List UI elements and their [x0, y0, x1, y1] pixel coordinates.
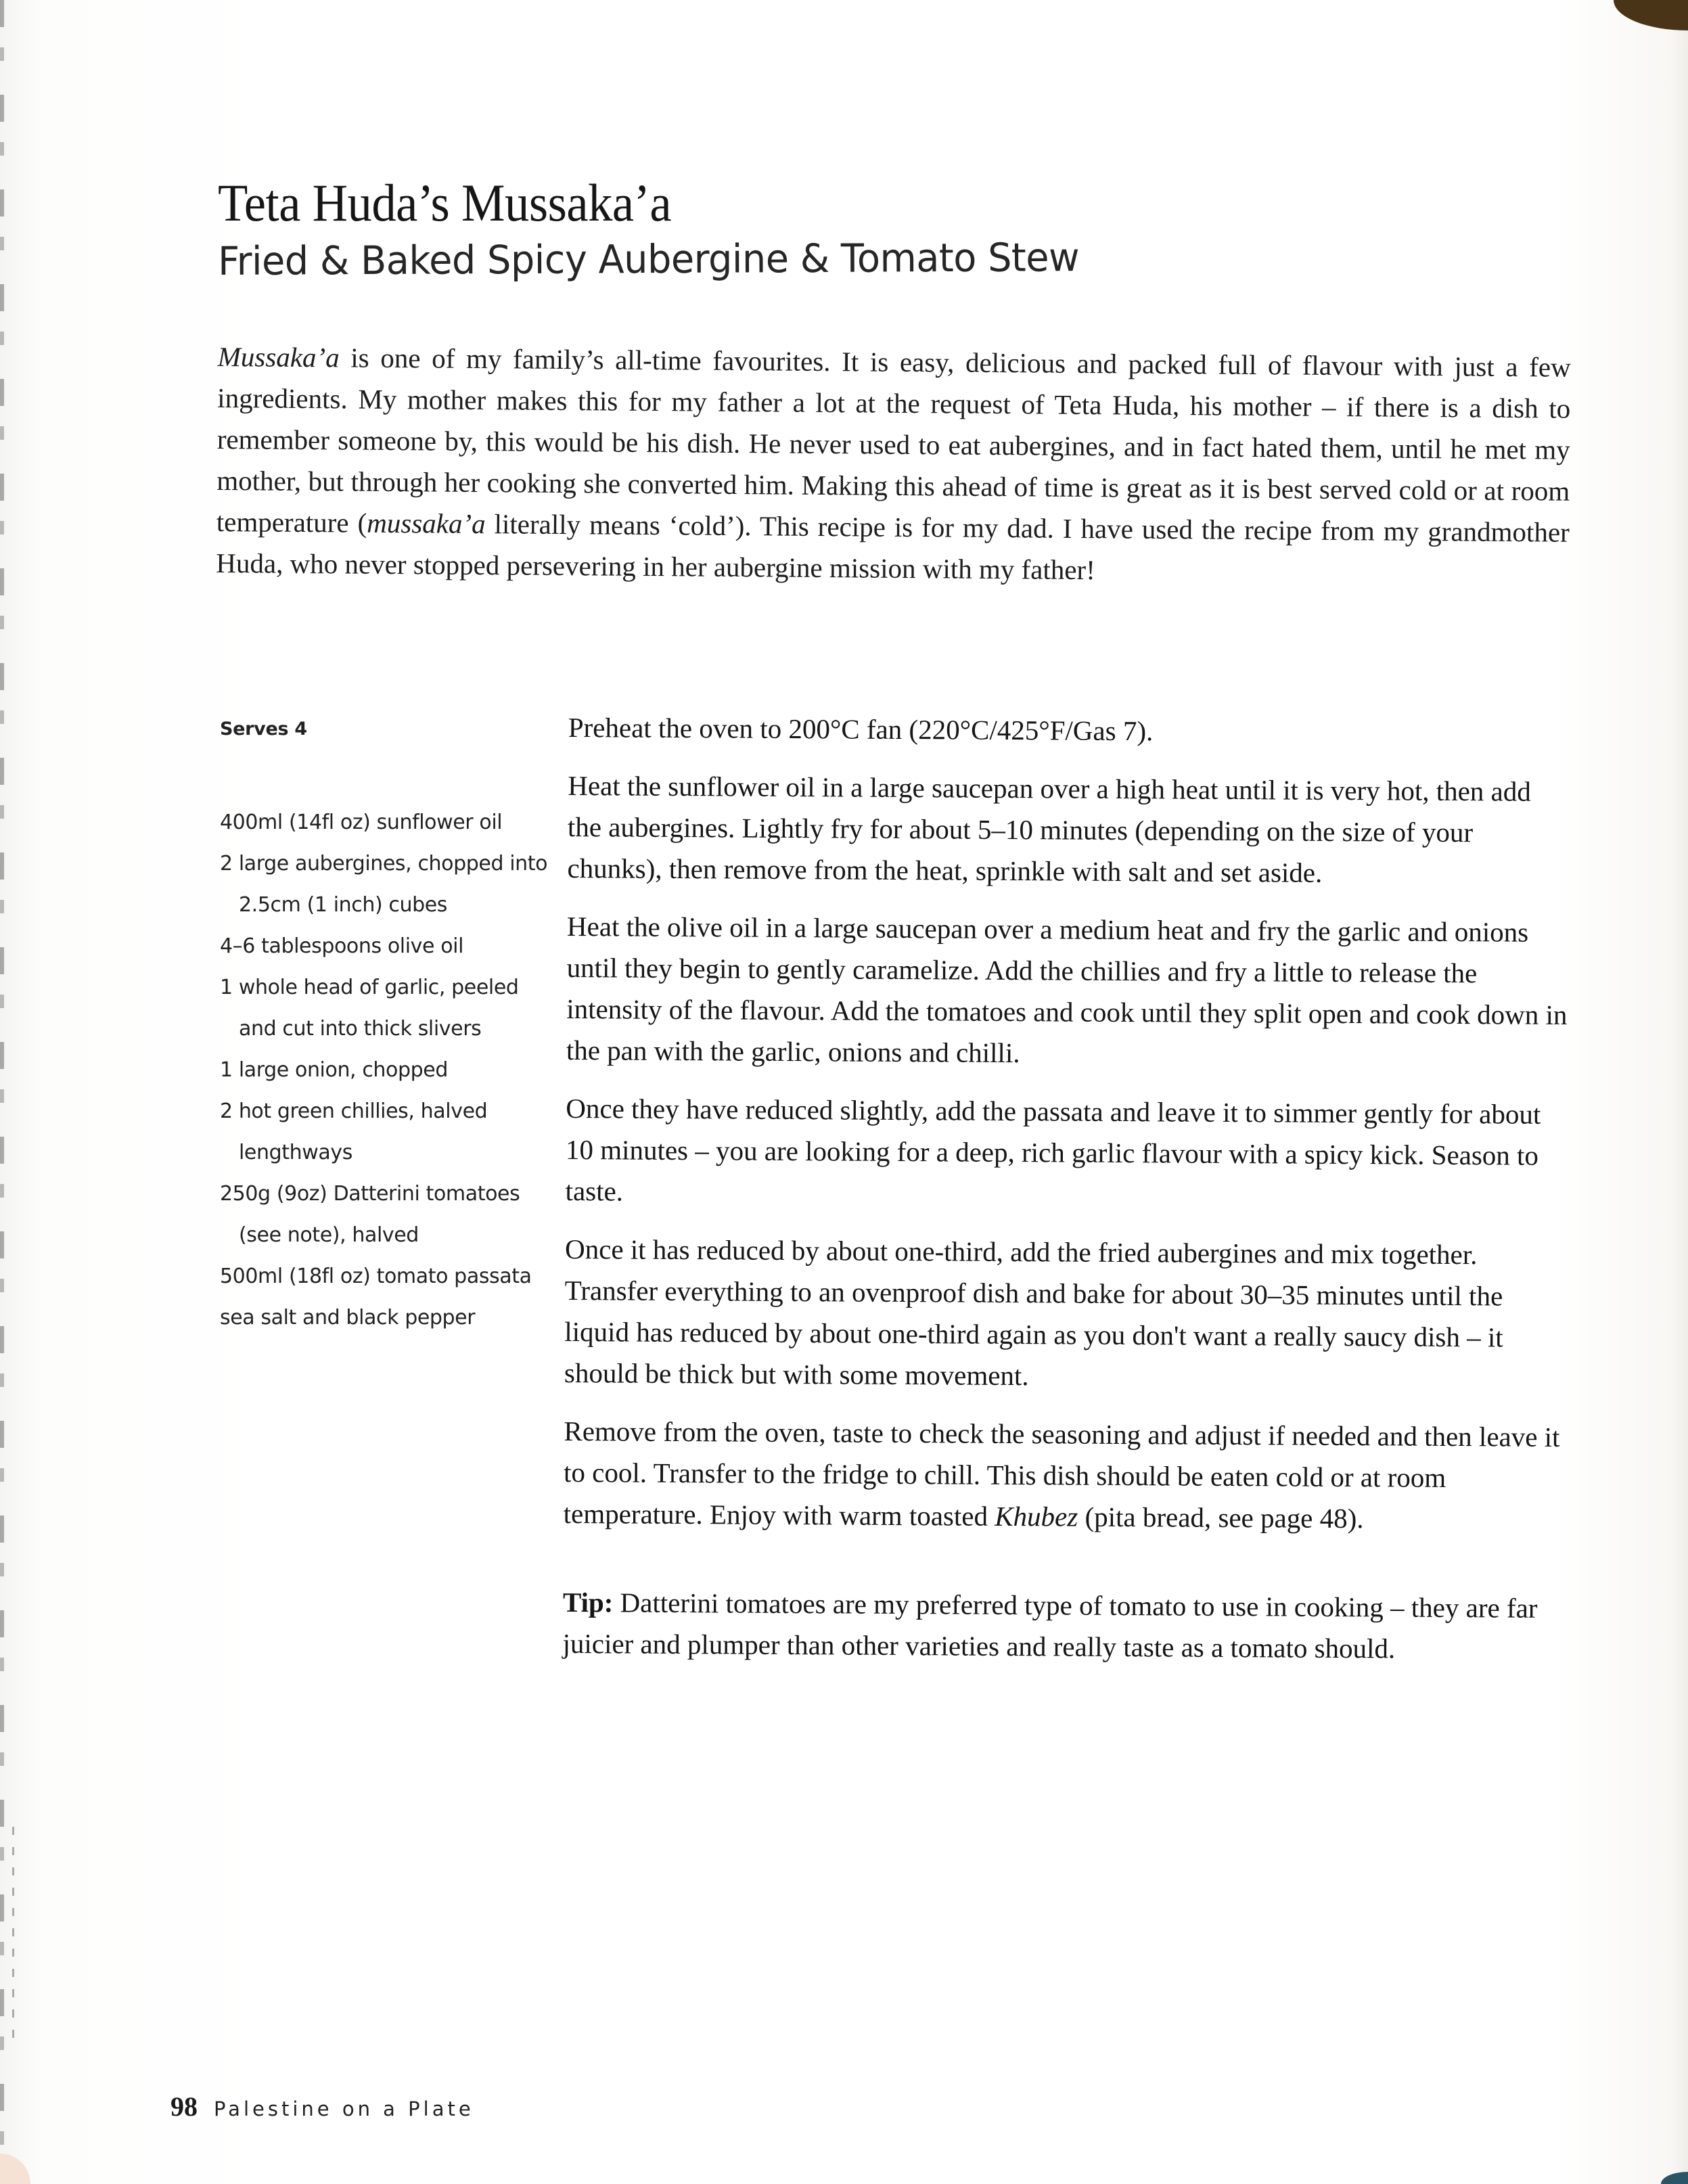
background-corner	[0, 2154, 30, 2184]
intro-italic-term: Mussaka’a	[217, 340, 340, 373]
background-corner	[1661, 2172, 1688, 2184]
method-step: Heat the sunflower oil in a large saucepan over a high heat until it is very hot, then add the aubergines. Lightly fry for about 5–10 minutes (depending on the size of your chunks), then remove from the heat, sprinkle with salt and set aside.	[567, 769, 1531, 888]
ingredient-item: 2 large aubergines, chopped into 2.5cm (1 inch) cubes	[220, 852, 548, 917]
ingredient-item: 2 hot green chillies, halved lengthways	[220, 1099, 488, 1164]
background-corner	[1614, 0, 1688, 30]
intro-text: is one of my family’s all-time favourites. It is easy, delicious and packed full of flavour with just a few ingredients. My mother makes this for my father a lot at the request of Teta Huda, his mother – if there is a dish to remember someone by, this would be his dish. He never used to eat aubergines, and in fact hated them, until he met my mother, but through her cooking she converted him. Making this ahead of time is great as it is best served cold or at room temperature (	[216, 342, 1571, 539]
ingredient-item: 400ml (14fl oz) sunflower oil	[220, 811, 503, 834]
ingredient-item: sea salt and black pepper	[220, 1306, 476, 1329]
book-title: Palestine on a Plate	[214, 2097, 474, 2120]
page-footer	[170, 2091, 474, 2122]
method-italic-term: Khubez	[995, 1500, 1078, 1532]
recipe-subtitle: Fried & Baked Spicy Aubergine & Tomato Stew	[218, 234, 1080, 284]
ingredient-item: 4–6 tablespoons olive oil	[220, 934, 464, 958]
method-step: Once they have reduced slightly, add the passata and leave it to simmer gently for about 10 minutes – you are looking for a deep, rich garlic flavour with a spicy kick. Season to taste.	[565, 1092, 1541, 1207]
tip-text: Datterini tomatoes are my preferred type of tomato to use in cooking – they are far juicier and plumper than other varieties and really taste as a tomato should.	[562, 1587, 1538, 1664]
serves-label: Serves 4	[220, 719, 307, 740]
method-step	[564, 1411, 1566, 1541]
ingredients-column	[220, 719, 558, 1338]
intro-text: literally means ‘cold’). This recipe is for my dad. I have used the recipe from my grandmother Huda, who never stopped persevering in her aubergine mission with my father!	[216, 508, 1570, 586]
tip-label: Tip:	[562, 1586, 614, 1618]
method-step: Once it has reduced by about one-third, add the fried aubergines and mix together. Transfer everything to an ovenproof dish and bake for about 30–35 minutes until the liquid has reduced by about one-third again as you don't want a really saucy dish – it should be thick but with some movement.	[564, 1233, 1503, 1392]
page-number: 98	[170, 2091, 198, 2122]
ingredient-item: 1 large onion, chopped	[220, 1058, 448, 1082]
ingredient-item: 1 whole head of garlic, peeled and cut into thick slivers	[220, 976, 519, 1041]
recipe-tip	[562, 1582, 1564, 1670]
ingredients-list	[220, 802, 558, 1338]
recipe-title: Teta Huda’s Mussaka’a	[218, 173, 672, 232]
recipe-introduction	[216, 336, 1571, 595]
ingredient-item: 500ml (18fl oz) tomato passata	[220, 1265, 532, 1288]
method-text: (pita bread, see page 48).	[1078, 1501, 1364, 1534]
intro-italic-term: mussaka’a	[367, 507, 486, 540]
ingredient-item: 250g (9oz) Datterini tomatoes (see note), halved	[220, 1182, 520, 1247]
method-column	[562, 707, 1570, 1687]
method-step: Preheat the oven to 200°C fan (220°C/425°F/Gas 7).	[568, 711, 1154, 747]
page-edge-shadow	[0, 0, 4, 2184]
method-text: Remove from the oven, taste to check the seasoning and adjust if needed and then leave it to cool. Transfer to the fridge to chill. This dish should be eaten cold or at room temperature. Enjoy with warm toasted	[563, 1415, 1560, 1532]
page-edge-shadow	[12, 1827, 14, 2050]
method-step: Heat the olive oil in a large saucepan over a medium heat and fry the garlic and onions until they begin to gently caramelize. Add the chillies and fry a little to release the intensity of the flavour. Add the tomatoes and cook until they split open and cook down in the pan with the garlic, onions and chilli.	[566, 910, 1568, 1069]
